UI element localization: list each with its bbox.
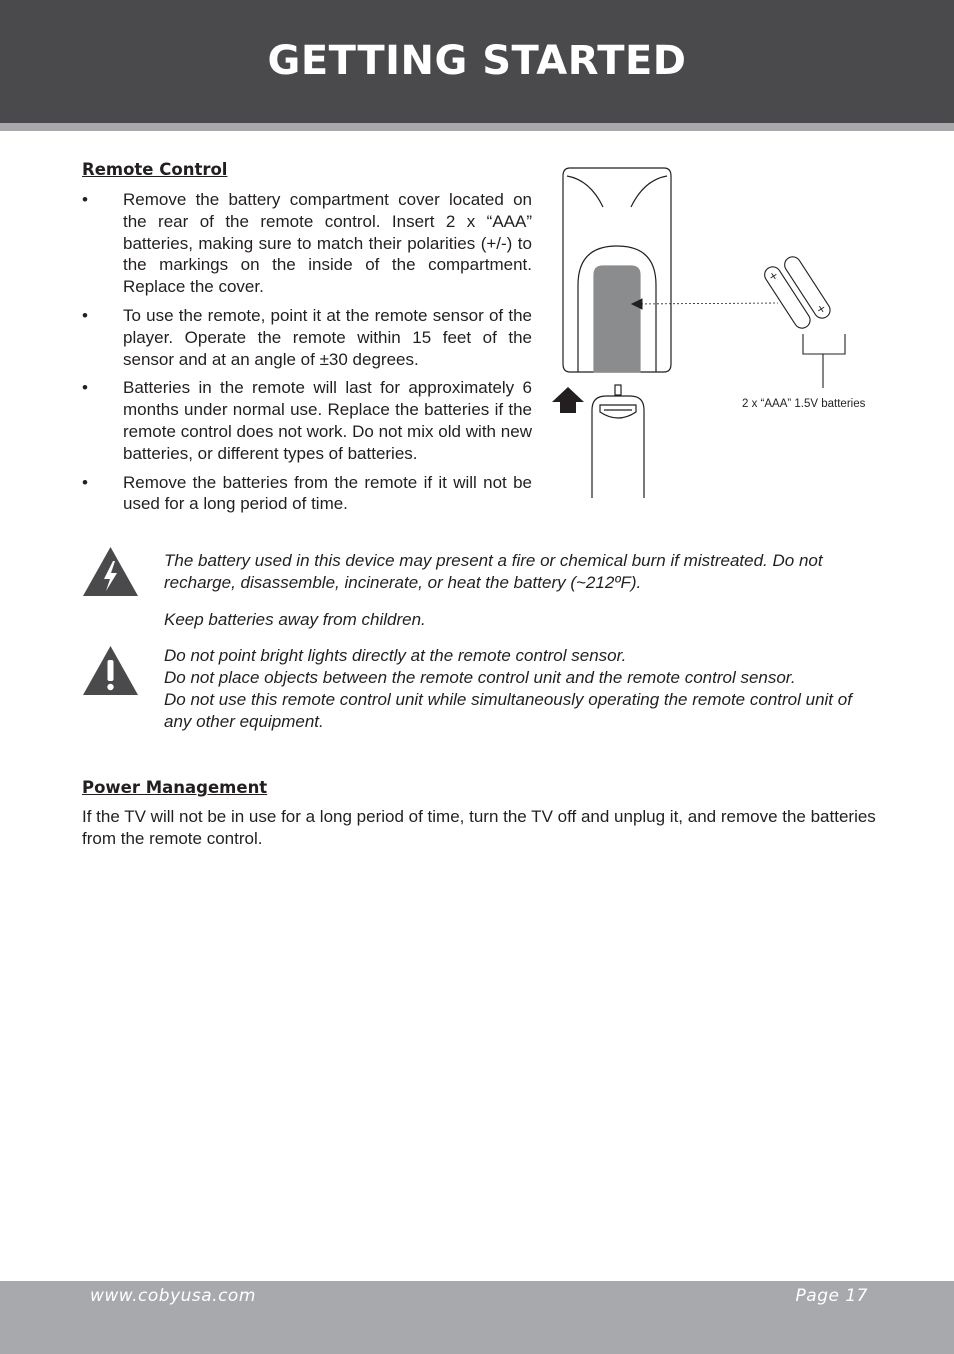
list-item-text: To use the remote, point it at the remote sensor of the player. Operate the remote within 15 feet of the sensor and at an angle of ±30 degrees. [123,305,532,369]
sensor-warning-text [164,645,864,733]
battery-installation-illustration [548,160,878,505]
bullet-symbol: • [82,472,88,492]
sensor-warning-line: Do not use this remote control unit while simultaneously operating the remote control unit of any other equipment. [164,690,852,731]
electrical-hazard-icon [82,546,139,597]
remote-rear-icon [563,168,671,372]
page-title: GETTING STARTED [267,38,687,84]
power-management-heading: Power Management [82,778,268,797]
bullet-symbol: • [82,190,88,209]
battery-pair-icon [762,254,845,388]
fire-warning-text [164,550,864,631]
list-item-text: Batteries in the remote will last for approximately 6 months under normal use. Replace the batteries if the remote control does not work. Do not mix old with new batteries, or different types of batteries. [123,378,532,463]
svg-text:+: + [766,268,781,285]
footer-url: www.cobyusa.com [90,1286,256,1306]
bullet-symbol: • [82,305,88,325]
svg-text:+: + [813,300,829,317]
battery-caption: 2 x “AAA” 1.5V batteries [742,398,866,410]
cover-arrow-icon [552,387,584,413]
fire-warning: The battery used in this device may present a fire or chemical burn if mistreated. Do not recharge, disassemble, incinerate, or heat the battery (~212ºF). [164,551,823,592]
insert-arrow [632,299,778,309]
list-item-text: Remove the battery compartment cover located on the rear of the remote control. Insert 2 x “AAA” batteries, making sure to match their polarities (+/-) to the markings on the inside of the compartment. Replace the cover. [123,190,532,297]
sensor-warning-line: Do not place objects between the remote control unit and the remote control sensor. [164,668,796,687]
list-item-text: Remove the batteries from the remote if it will not be used for a long period of time. [123,472,532,514]
battery-cover-icon [592,385,644,498]
page-number: Page 17 [795,1286,868,1306]
list-item [82,377,532,464]
caution-icon [82,645,139,696]
list-item [82,472,532,516]
children-warning: Keep batteries away from children. [164,610,426,629]
power-management-text: If the TV will not be in use for a long period of time, turn the TV off and unplug it, and remove the batteries from the remote control. [82,807,876,848]
header-divider [0,123,954,131]
bullet-symbol: • [82,378,88,398]
list-item [82,305,532,370]
sensor-warning-line: Do not point bright lights directly at the remote control sensor. [164,646,627,665]
remote-control-list [82,189,532,522]
list-item [82,189,532,298]
remote-control-heading: Remote Control [82,160,228,179]
